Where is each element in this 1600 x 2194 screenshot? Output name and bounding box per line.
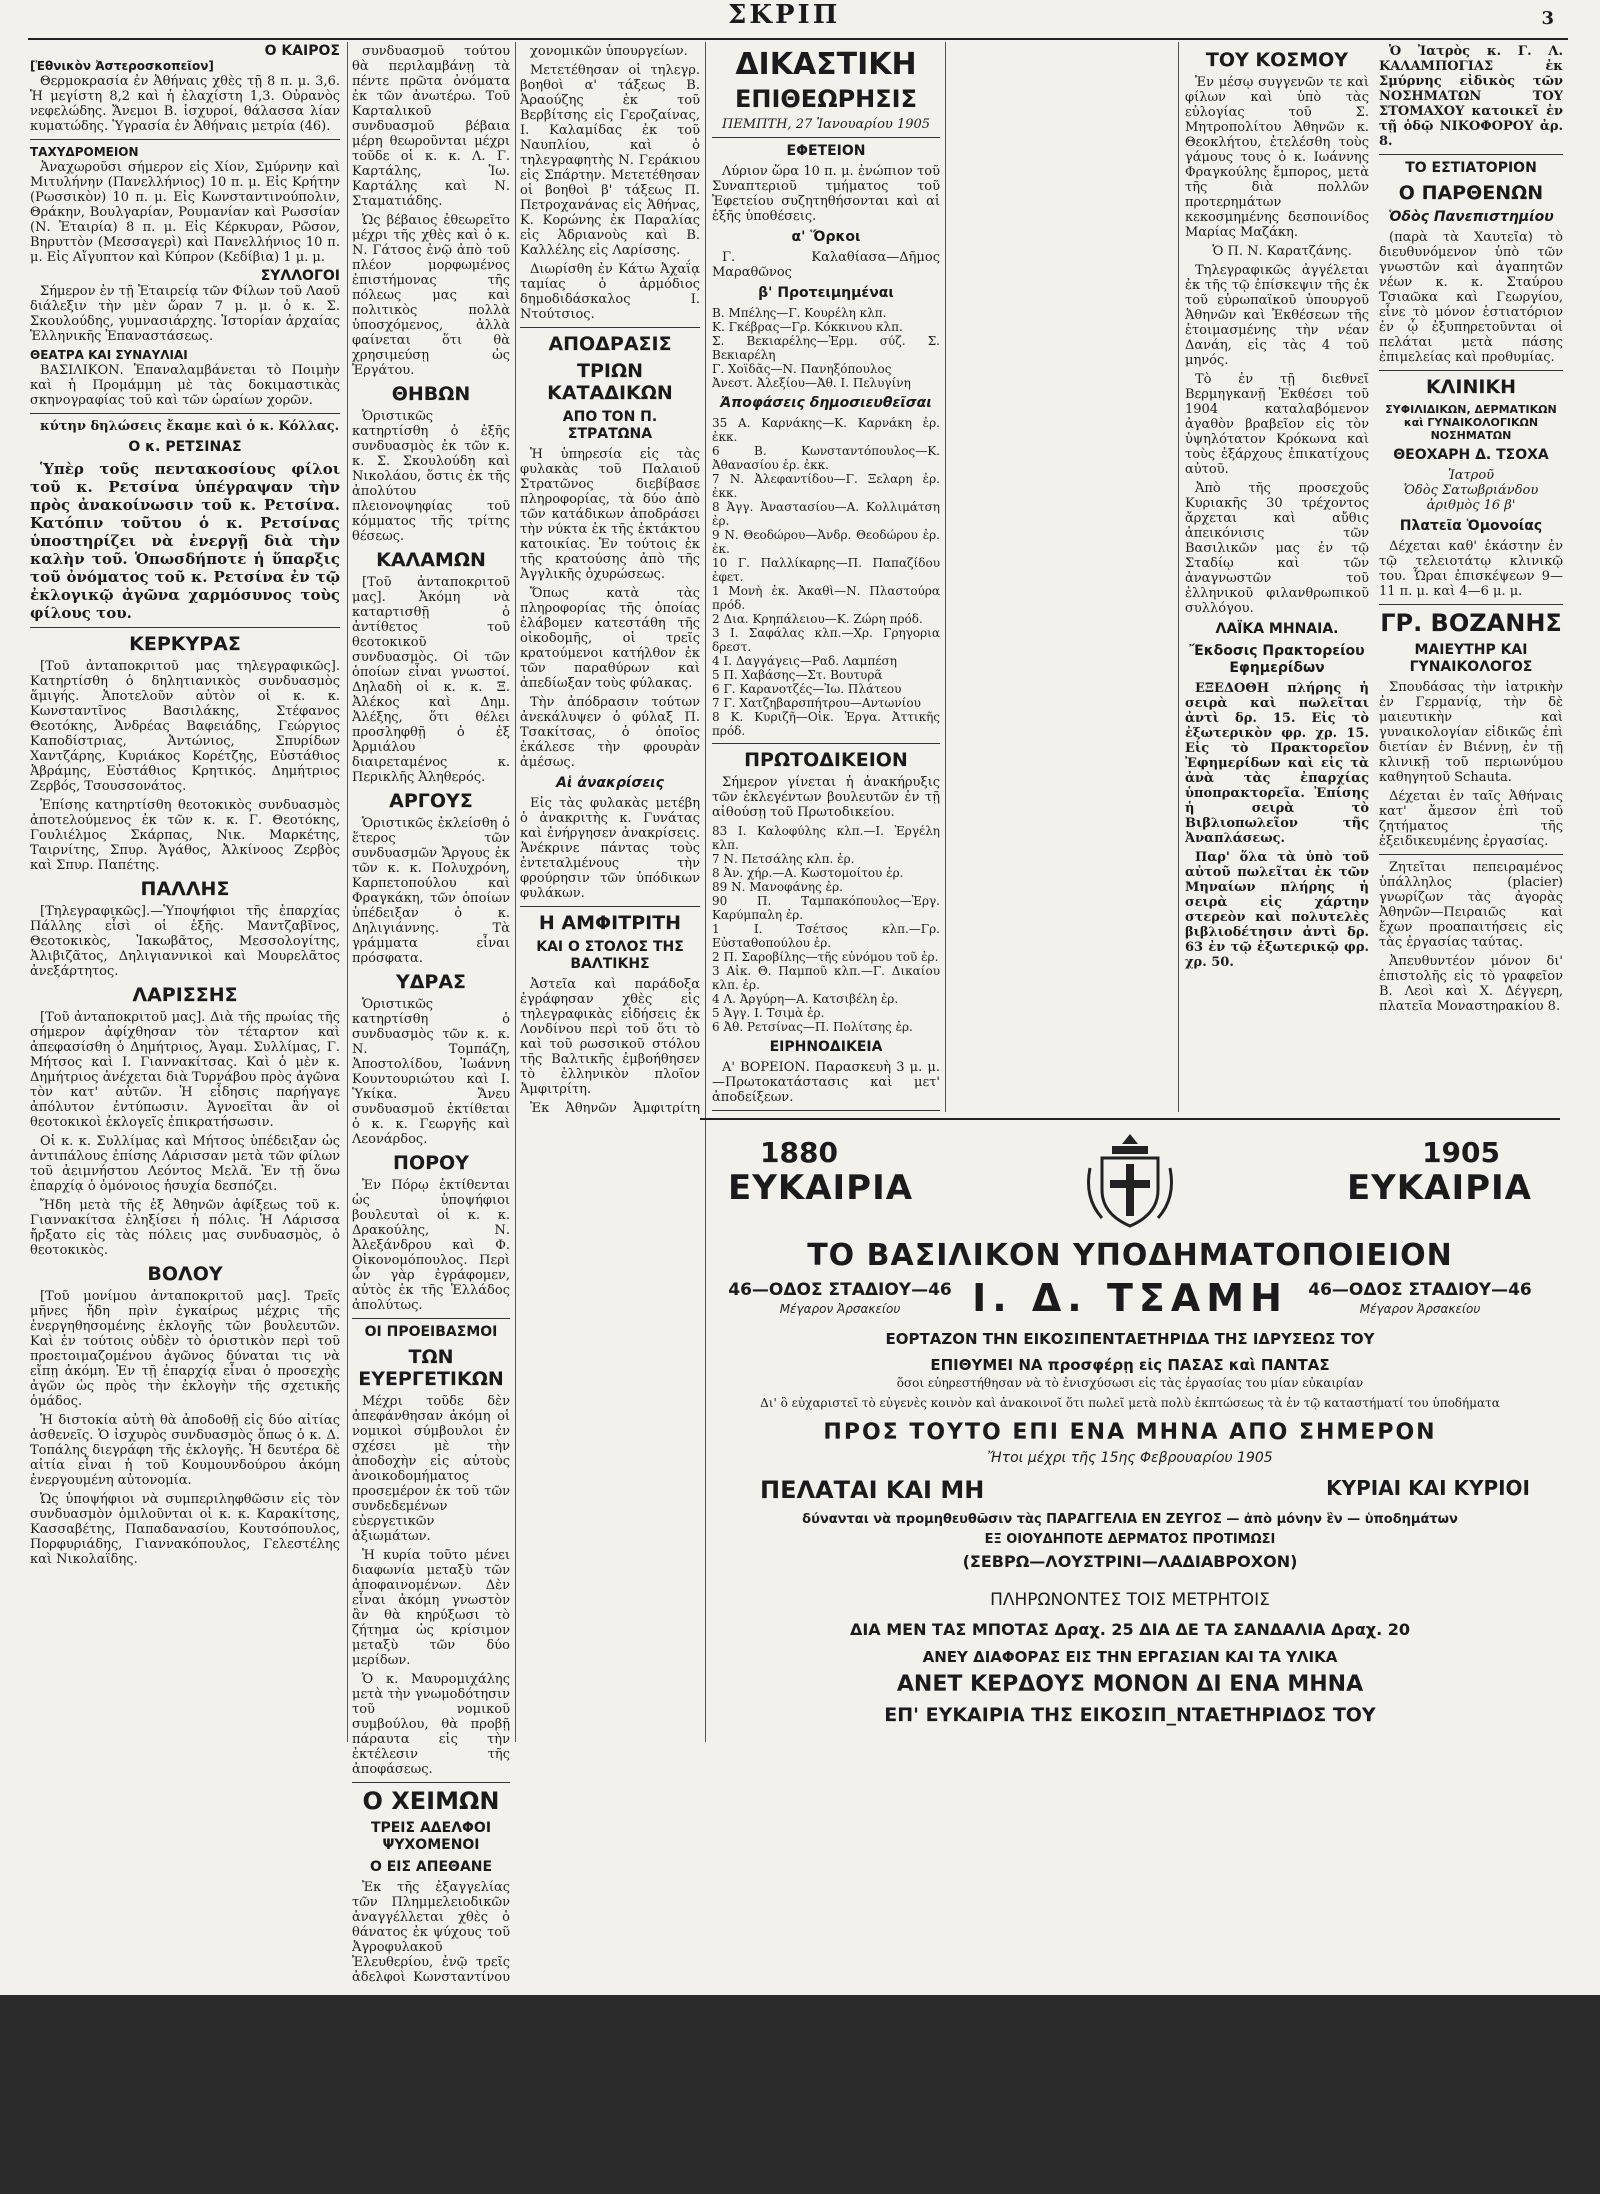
article-text: Ὁριστικῶς ἐκλείσθη ὁ ἕτερος τῶν συνδυασμῶν Ἄργους ἐκ τῶν κ. κ. Πολυχρόνη, Καρπετοπούλου καὶ Φραγκάκη, τῶν ὁποίων ὑπέδειξαν ὁ κ. Δηλιγιάννης. Τὰ γράμματα εἶναι πρόσφατα. — [352, 816, 510, 966]
article-text: Οἱ κ. κ. Συλλίμας καὶ Μήτσος ὑπέδειξαν ὡς ἀντιπάλους ἐπίσης Λάρισσαν μετὰ τῶν φίλων τοῦ ἀειμνήστου Λεόντος Μελᾶ. Ἐν τῇ ὅνω ἐπαρχίᾳ ὁ ὁμόνοιος ἡσυχία δεσπόζει. — [30, 1134, 340, 1194]
column-divider — [515, 42, 516, 1742]
customers-line: ΠΕΛΑΤΑΙ ΚΑΙ ΜΗ — [760, 1476, 985, 1504]
list-item: 3 Αἰκ. Θ. Παμποῦ κλπ.—Γ. Δικαίου κλπ. ἐρ. — [712, 964, 940, 992]
article-text: Εἰς τὰς φυλακὰς μετέβη ὁ ἀνακριτὴς κ. Γυνάτας καὶ ἐνήργησεν ἀνακρίσεις. Ἀνέκρινε πάντας τοὺς ἐντεταλμένους τὴν φρούρησιν τῶν ὑπόδικων φυλάκων. — [520, 796, 700, 901]
list-item: 2 Δια. Κρηπάλειου—Κ. Ζώρη πρόδ. — [712, 612, 923, 626]
advert-title: ΤΟ ΒΑΣΙΛΙΚΟΝ ΥΠΟΔΗΜΑΤΟΠΟΙΕΙΟΝ — [807, 1238, 1453, 1273]
article-text: κύτην δηλώσεις ἔκαμε καὶ ὁ κ. Κόλλας. — [40, 419, 340, 434]
ad-address: Ὁδὸς Σατωβριάνδου ἀριθμὸς 16 β' — [1403, 483, 1539, 513]
section-heading: Αἱ ἀνακρίσεις — [556, 775, 664, 791]
price-line: ΔΙΑ ΜΕΝ ΤΑΣ ΜΠΟΤΑΣ Δραχ. 25 ΔΙΑ ΔΕ ΤΑ ΣΑΝΔΑΛΙΑ Δραχ. 20 — [849, 1620, 1411, 1639]
section-heading: ΘΕΑΤΡΑ ΚΑΙ ΣΥΝΑΥΛΙΑΙ — [30, 348, 188, 362]
section-heading: ΤΩΝ ΕΥΕΡΓΕΤΙΚΩΝ — [358, 1346, 504, 1390]
column-4 — [712, 44, 940, 1114]
ad-text: Ζητεῖται πεπειραμένος ὑπάλληλος (placier) γνωρίζων τὰς ἀγορὰς Ἀθηνῶν—Πειραιῶς καὶ ἔχων προαπαιτήσεις εἰς τὰς ἐργασίας ταύτας. — [1379, 860, 1563, 950]
offer-detail: ὅσοι εὐηρεστήθησαν νὰ τὸ ἐνισχύσωσι εἰς τὰς ἐργασίας του μίαν εὐκαιρίαν — [896, 1376, 1364, 1390]
ad-heading: ΓΡ. ΒΟΖΑΝΗΣ — [1380, 609, 1562, 637]
article-text: Λύριον ὥρα 10 π. μ. ἐνώπιον τοῦ Συναπτεριοῦ τμήματος τοῦ Ἐφετείου συζητηθήσονται καὶ αἱ ἑξῆς ὑποθέσεις. — [712, 164, 940, 224]
section-heading: Ο ΕΙΣ ΑΠΕΘΑΝΕ — [369, 1859, 493, 1875]
list-item: 6 Β. Κωνσταντόπουλος—Κ. Ἀθανασίου ἐρ. ἐκκ. — [712, 444, 940, 472]
article-text: Θερμοκρασία ἐν Ἀθήναις χθὲς τῇ 8 π. μ. 3,6. Ἡ μεγίστη 8,2 καὶ ἡ ἐλαχίστη 1,3. Οὐρανὸς νεφελώδης. Ἄνεμοι Β. ἰσχυροί, θάλασσα λίαν κυματώδης. Ὑγρασία ἐν Ἀθήναις μετρία (46). — [30, 74, 340, 134]
article-text: ΒΑΣΙΛΙΚΟΝ. Ἐπαναλαμβάνεται τὸ Ποιμὴν καὶ ἡ Προμάμμη μὲ τὰς δοκιμαστικὰς σκηνογραφίας τοῦ καὶ τῶν ὡραίων χορῶν. — [30, 363, 340, 408]
section-heading: ΚΑΙ Ο ΣΤΟΛΟΣ ΤΗΣ ΒΑΛΤΙΚΗΣ — [536, 939, 684, 972]
section-heading: ΑΠΟΔΡΑΣΙΣ — [548, 333, 672, 355]
ad-text: Δέχεται ἐν ταῖς Ἀθήναις κατ' ἄμεσον ἐπὶ τοῦ ζητήματος τῆς ἐξειδικευμένης ἐργασίας. — [1379, 789, 1563, 849]
list-item: Κ. Γκέβρας—Γρ. Κόκκινου κλπ. — [712, 320, 903, 334]
list-item: Γ. Χοϊδᾶς—Ν. Πανηξόπουλος — [712, 362, 892, 376]
ad-heading: ΘΕΟΧΑΡΗ Δ. ΤΣΟΧΑ — [1393, 447, 1549, 463]
article-text: Μετετέθησαν οἱ τηλεγρ. βοηθοὶ α' τάξεως Β. Ἀραούζης ἐκ τοῦ Βερβίτσης εἰς Γεροζαίνας, Ι. Καλαμίδας ἐκ τοῦ Ναυπλίου, καὶ ὁ τηλεγραφητὴς Ν. Γεράκιου εἰς Σπάρτην. Μετετέθησαν οἱ βοηθοὶ β' τάξεως Π. Πετροχανάνας εἰς Ἀθήνας, Κ. Κορώνης ἐκ Παραλίας εἰς Ἀδριανοὺς καὶ Β. Καλλέλης εἰς Λαρίσσης. — [520, 63, 700, 258]
article-text: Ἤδη μετὰ τῆς ἐξ Ἀθηνῶν ἀφίξεως τοῦ κ. Γιαννακίτσα ἐληξίσει ἡ πόλις. Ἡ Λάρισσα ἤρξατο εἰς τὰς πόλεις μας συνδυασμὸς, ὁ θεοτοκικὸς. — [30, 1198, 340, 1258]
section-heading: ΤΟΥ ΚΟΣΜΟΥ — [1205, 49, 1349, 71]
offer-until: Ἤτοι μέχρι τῆς 15ης Φεβρουαρίου 1905 — [987, 1450, 1273, 1466]
column-5 — [1185, 44, 1563, 1114]
article-text: Σήμερον γίνεται ἡ ἀνακήρυξις τῶν ἐκλεγέντων βουλευτῶν ἐν τῇ αἰθούσῃ τοῦ Πρωτοδικείου. — [712, 775, 940, 820]
ad-heading: ΚΛΙΝΙΚΗ — [1425, 376, 1517, 398]
masthead — [28, 0, 1568, 40]
section-heading: ΟΙ ΠΡΟΕΙΒΑΣΜΟΙ — [364, 1324, 498, 1340]
no-difference-line: ΑΝΕΥ ΔΙΑΦΟΡΑΣ ΕΙΣ ΤΗΝ ΕΡΓΑΣΙΑΝ ΚΑΙ ΤΑ ΥΛΙΚΑ — [922, 1648, 1338, 1666]
article-text: Ἀπὸ τῆς προσεχοῦς Κυριακῆς 30 τρέχοντος ἄρχεται καὶ αὔθις ἀπεικόνισις τῶν Βασιλικῶν μας ἐν τῷ Σταδίῳ καὶ τῶν ἀναγνωστῶν τοῦ ἐλληνικοῦ φιλανθρωπικοῦ συλλόγου. — [1185, 481, 1369, 616]
article-text: Ἐν μέσῳ συγγενῶν τε καὶ φίλων καὶ ὑπὸ τὰς εὐλογίας τοῦ Σ. Μητροπολίτου Ἀθηνῶν κ. Θεοκλήτου, ἐτελέσθη τοὺς γάμους τους ὁ κ. Ιωάννης Φραγκούλης ἔμπορος, μετὰ τῆς διὰ πολλῶν προτερημάτων κεκοσμημένης δεσποινίδος Μαρίας Μαζάκη. — [1185, 75, 1369, 240]
column-divider — [945, 42, 946, 1112]
article-text: Τηλεγραφικῶς ἀγγέλεται ἐκ τῆς τῷ ἐπίσκεψιν τῆς ἐκ τοῦ εὐρωπαϊκοῦ ὑπουργοῦ Ἀθηνῶν καὶ Ἐκθέσεων τῆς ἑτοιμασμένης τὴν νέαν Δανάη, εἰς τὰς 4 τοῦ μηνός. — [1185, 263, 1369, 368]
leather-line: ΕΞ ΟΙΟΥΔΗΠΟΤΕ ΔΕΡΜΑΤΟΣ ΠΡΟΤΙΜΩΣΙ — [984, 1532, 1276, 1547]
column-5-split — [1185, 44, 1563, 1018]
divider — [712, 743, 940, 744]
list-item: 9 Ν. Θεοδώρου—Ἀνδρ. Θεοδώρου ἐρ. ἐκ. — [712, 528, 940, 556]
section-source: [Ἐθνικὸν Ἀστεροσκοπεῖον] — [30, 59, 214, 73]
section-heading: ΕΦΕΤΕΙΟΝ — [786, 143, 866, 159]
list-item: 35 Α. Καρνάκης—Κ. Καρνάκη ἐρ. ἐκκ. — [712, 416, 940, 444]
article-text: Ὁριστικῶς κατηρτίσθη ὁ συνδυασμὸς τῶν κ. κ. Ν. Τομπάζη, Ἀποστολίδου, Ἰωάννη Κουντουριώτου καὶ Ι. Ὑκίκα. Ἄνευ συνδυασμοῦ ἐκτίθεται ὁ κ. κ. Γεωργῆς καὶ Λεονάρδος. — [352, 997, 510, 1147]
divider — [30, 139, 340, 140]
case-list — [712, 306, 940, 390]
year-left: 1880 — [760, 1136, 838, 1169]
article-text: [Τοῦ ἀνταποκριτοῦ μας]. Διὰ τῆς πρωίας τῆς σήμερον ἀφίχθησαν τὸν τέταρτον καὶ ἀπεφασίσθη ὁ Δημήτριος, Ἀγαμ. Συλλίμας, Γ. Μήτσος καὶ Ι. Γιαννακίτσας. Καὶ ὁ μὲν κ. Δημήτριος ἀνέχεται διὰ Τυρνάβου πρὸς ἀγῶνα τὸν κατ' αὐτῶν. Ἡ εἶδησις παρήγαγε ἀπόλυτον ἐντύπωσιν. Ἀγνοεῖται ἂν οἱ θεοτοκικοὶ ἐκλογεῖς ἐπικρατήσωσιν. — [30, 1010, 340, 1130]
section-heading: α' Ὅρκοι — [791, 229, 861, 245]
article-text: Τὸ ἐν τῇ διεθνεῖ Βερμηγκανῇ Ἐκθέσει τοῦ 1904 καταλαβόμενον ἀγαθὸν βραβεῖον εἰς τὸν ὑψηλότατον Κρόκωνα καὶ τοὺς ἐξάρχους ἐπικατίχους αὐτοῦ. — [1185, 372, 1369, 477]
section-heading: ΥΔΡΑΣ — [395, 971, 467, 993]
ad-address: Πλατεῖα Ὁμονοίας — [1399, 518, 1543, 534]
jubilee-line: ΕΟΡΤΑΖΟΝ ΤΗΝ ΕΙΚΟΣΙΠΕΝΤΑΕΤΗΡΙΔΑ ΤΗΣ ΙΔΡΥΣΕΩΣ ΤΟΥ — [885, 1330, 1375, 1348]
article-text: συνδυασμοῦ τούτου θὰ περιλαμβάνῃ τὰ πέντε πρῶτα ὀνόματα ἐκ τῶν ἀνωτέρω. Τοῦ Καρταλικοῦ συνδυασμοῦ βέβαια μέρη θεωροῦνται μέχρι τοῦδε οἱ κ. κ. Λ. Γ. Καρτάλης, Ἰω. Καρτάλης καὶ Ν. Σταματιάδης. — [352, 44, 510, 209]
article-text: Σήμερον ἐν τῇ Ἑταιρείᾳ τῶν Φίλων τοῦ Λαοῦ διάλεξιν τὴν μὲν ὥραν 7 μ. μ. ὁ κ. Σ. Σκουλούδης, γυμνασιάρχης. Ἱστορίαν ἀρχαίας Ἑλληνικῆς Ἐπαναστάσεως. — [30, 284, 340, 344]
divider — [1379, 370, 1563, 371]
list-item: 4 Λ. Ἀργύρη—Α. Κατσιβέλη ἐρ. — [712, 992, 899, 1006]
divider — [712, 137, 940, 138]
divider — [352, 1782, 510, 1783]
list-item: 1 Μονὴ ἐκ. Ἀκαθὶ—Ν. Πλαστούρα πρόδ. — [712, 584, 940, 612]
case-list — [712, 824, 940, 1034]
list-item: 3 Ι. Σαφάλας κλπ.—Χρ. Γρηγορια δρεστ. — [712, 626, 940, 654]
offer-period: ΠΡΟΣ ΤΟΥΤΟ ΕΠΙ ΕΝΑ ΜΗΝΑ ΑΠΟ ΣΗΜΕΡΟΝ — [823, 1420, 1437, 1445]
ad-text: Σπουδάσας τὴν ἰατρικὴν ἐν Γερμανίᾳ, τὴν δὲ μαιευτικὴν καὶ γυναικολογίαν εἰδικῶς ἐπὶ διετίαν ἐν Βιέννῃ, ἐν τῇ κλινικῇ τοῦ περιωνύμου καθηγητοῦ Schauta. — [1379, 680, 1563, 785]
column-5-right — [1379, 44, 1563, 1018]
list-item: 7 Ν. Πετσάλης κλπ. ἐρ. — [712, 852, 855, 866]
article-text: Ὅπως κατὰ τὰς πληροφορίας τῆς ὁποίας ἐλάβομεν κατεστάθη τῆς οἰκοδομῆς, οἱ τρεῖς κρατούμενοι κατήλθον ἐκ τῶν παραθύρων καὶ ἀπεδίωξαν τοὺς φύλακας. — [520, 586, 700, 691]
article-text: Ὁριστικῶς κατηρτίσθη ὁ ἐξῆς συνδυασμὸς ἐκ τῶν κ. κ. Σ. Σκουλούδη καὶ Νικολάου, ὅστις ἐκ τῆς ἀπολύτου πλειονοψηφίας τοῦ κόμματος τῆς τρίτης θέσεως. — [352, 409, 510, 544]
divider — [1379, 604, 1563, 605]
section-heading: ΠΑΛΛΗΣ — [140, 878, 230, 900]
article-text: Ὁ κ. Μαυρομιχάλης μετὰ τὴν γνωμοδότησιν τοῦ νομικοῦ συμβούλου, θὰ προβῇ πάραυτα εἰς τὴν ἐκτέλεσιν τῆς ἀποφάσεως. — [352, 1672, 510, 1777]
section-heading: ΣΥΛΛΟΓΟΙ — [260, 268, 340, 284]
article-text: Ἐν Πόρῳ ἐκτίθενται ὡς ὑποψήφιοι βουλευταὶ οἱ κ. κ. Δρακούλης, Ν. Ἀλεξάνδρου καὶ Φ. Οἰκονομόπουλος. Περὶ ὧν γὰρ ἐγράφομεν, αὐτὸς ἐκ τῆς Ἑλλάδος ἀπολύτως. — [352, 1178, 510, 1313]
section-heading: Ἀποφάσεις δημοσιευθεῖσαι — [720, 395, 932, 411]
ad-heading: Ο ΠΑΡΘΕΝΩΝ — [1398, 182, 1544, 204]
article-text: Ἀστεῖα καὶ παράδοξα ἐγράφησαν χθὲς εἰς τηλεγραφικὰς εἰδήσεις ἐκ Λονδίνου περὶ τοῦ ὅτι τὸ καὶ τοῦ ρωσσικοῦ στόλου τῆς Βαλτικῆς ἐμβοήθησεν τὸ ἑλληνικὸν πλοῖον Ἀμφιτρίτη. — [520, 977, 700, 1097]
list-item: 83 Ι. Καλοφύλης κλπ.—Ι. Ἐργέλη κλπ. — [712, 824, 940, 852]
ad-text: ΕΞΕΔΟΘΗ πλήρης ἡ σειρὰ καὶ πωλεῖται ἀντὶ δρ. 15. Εἰς τὸ ἐξωτερικὸν φρ. χρ. 15. Εἰς τὸ Πρακτορεῖον Ἐφημερίδων καὶ εἰς τὰ ἀνὰ τὰς ἐπαρχίας ὑποπρακτορεῖα. Ἐπίσης ἡ σειρὰ τὸ Βιβλιοπωλεῖον τῆς Ἀναπλάσεως. — [1185, 681, 1369, 846]
section-heading: ΑΡΓΟΥΣ — [389, 790, 473, 812]
article-text: Ἡ διστοκία αὐτὴ θὰ ἀποδοθῇ εἰς δύο αἰτίας ἀσθενεῖς. Ὁ ἰσχυρὸς συνδυασμὸς ὅπως ὁ κ. Δ. Τοπάλης διεγράφη τῆς ἐκλογῆς. Ἡ δευτέρα δὲ αἰτία εἶναι ἡ τοῦ Κουμουνδούρου ἀκόμη ἐνεργουμένη αὐτονομία. — [30, 1413, 340, 1488]
article-text: Ὡς ὑποψήφιοι νὰ συμπεριληφθῶσιν εἰς τὸν συνδυασμὸν ὁμιλοῦνται οἱ κ. κ. Καρακίτσης, Κασσαβέτης, Παπαδανασίου, Κουτσόπουλος, Πορφυριάδης, Γιαννακόπουλος, Γελεστέλης καὶ Νικολαΐδης. — [30, 1492, 340, 1567]
divider — [1379, 154, 1563, 155]
article-text: [Τοῦ ἀνταποκριτοῦ μας]. Ἀκόμη νὰ καταρτισθῇ ὁ ἀντίθετος τοῦ θεοτοκικοῦ συνδυασμὸς. Οἱ τῶν ὁποίων εἶναι γνωστοί. Δηλαδὴ οἱ κ. κ. Ξ. Ἀλέκος καὶ Δημ. Ἀλέξης, ὅτι θέλει προσληφθῇ ὁ ἐξ Ἀρμιάλου διαιρεταμένος κ. Περικλῆς Ἀληθερός. — [352, 575, 510, 785]
list-item: 7 Ν. Ἀλεφαντίδου—Γ. Ξελαρη ἐρ. ἐκκ. — [712, 472, 940, 500]
list-item: 8 Κ. Κυριζῆ—Οἰκ. Ἐργα. Ἀττικῆς πρόδ. — [712, 710, 940, 738]
list-item: 5 Π. Χαβάσης—Στ. Βουτυρᾶ — [712, 668, 883, 682]
list-item: 10 Γ. Παλλίκαρης—Π. Παπαζίδου ἐφετ. — [712, 556, 940, 584]
article-text: χονομικῶν ὑπουργείων. — [530, 44, 688, 59]
divider — [30, 413, 340, 414]
ad-text: (παρὰ τὰ Χαυτεῖα) τὸ διευθυνόμενον ὑπὸ τῶν γνωστῶν καὶ ἀγαπητῶν νέων κ. κ. Σταύρου Τσιαῶκα καὶ Γεωργίου, εἶνε τὸ μόνον ἑστιατόριον ἐν ᾧ ἐξυπηρετοῦνται οἱ πελάται μετὰ πάσης ἐπιμελείας καὶ προθυμίας. — [1379, 230, 1563, 365]
ad-text: Ὁ Ἰατρὸς κ. Γ. Λ. ΚΑΛΑΜΠΟΓΙΑΣ ἐκ Σμύρνης εἰδικὸς τῶν ΝΟΣΗΜΑΤΩΝ ΤΟΥ ΣΤΟΜΑΧΟΥ κατοικεῖ ἐν τῇ ὁδῷ ΝΙΚΟΦΟΡΟΥ ἀρ. 8. — [1379, 44, 1563, 149]
article-text: Ἡ κυρία τοῦτο μένει διαφωνία μεταξὺ τῶν ἀποφαινομένων. Δὲν εἶναι ἀκόμη γνωστὸν ἂν θὰ κηρύξωσι τὸ ζήτημα ὡς κρίσιμον μεταξὺ τῶν δύο μερίδων. — [352, 1548, 510, 1668]
list-item: 1 Ι. Τσέτσος κλπ.—Γρ. Εὐσταθοπούλου ἐρ. — [712, 922, 940, 950]
section-heading: ΛΑΡΙΣΣΗΣ — [132, 984, 238, 1006]
section-heading: ΔΙΚΑΣΤΙΚΗ — [735, 47, 917, 82]
section-heading: ΠΟΡΟΥ — [393, 1152, 469, 1174]
eukairia-right: ΕΥΚΑΙΡΙΑ — [1346, 1168, 1532, 1208]
list-item: 89 Ν. Μανοφάνης ἐρ. — [712, 880, 843, 894]
page-number: 3 — [1541, 8, 1554, 29]
article-text: Διωρίσθη ἐν Κάτω Ἀχαΐᾳ ταμίας ὁ ἁρμόδιος δημοδιδάσκαλος Ι. Ντούτσιος. — [520, 262, 700, 322]
building-right: Μέγαρον Ἀρσακείου — [1359, 1302, 1481, 1316]
article-text: Ἡ ὑπηρεσία εἰς τὰς φυλακὰς τοῦ Παλαιοῦ Στρατῶνος διεβίβασε πληροφορίας, τὰ δύο ἀπὸ τῶν κατάδικων ἀποδράσει τὴν νύκτα ἐκ τῆς ἐκτάκτου κατοικίας. Ἐν τούτοις ἐκ τῆς κρατούσης ἀπὸ τῆς Ἀγγλικῆς ὀχυρώσεως. — [520, 447, 700, 582]
issue-date: ΠΕΜΠΤΗ, 27 Ἰανουαρίου 1905 — [721, 117, 931, 132]
section-heading: β' Προτειμημέναι — [758, 285, 894, 301]
section-heading: Ο κ. ΡΕΤΣΙΝΑΣ — [128, 439, 242, 455]
list-item: 2 Π. Σαροβίλης—τῆς εὐνόμου τοῦ ἐρ. — [712, 950, 939, 964]
ad-heading: Ἔκδοσις Πρακτορείου Εφημερίδων — [1189, 643, 1365, 676]
section-heading: Ο ΚΑΙΡΟΣ — [264, 44, 340, 59]
article-text: Ὁ Π. Ν. Καρατζάνης. — [1212, 244, 1352, 259]
column-divider — [1178, 42, 1179, 1112]
list-item: 8 Ἀγγ. Ἀναστασίου—Α. Κολλιμάτση ἐρ. — [712, 500, 940, 528]
section-heading: ΑΠΟ ΤΟΝ Π. ΣΤΡΑΤΩΝΑ — [562, 409, 658, 442]
section-heading: ΠΡΩΤΟΔΙΚΕΙΟΝ — [744, 749, 908, 771]
article-text: Ἀναχωροῦσι σήμερον εἰς Χίον, Σμύρνην καὶ Μιτυλήνην (Πανελλήνιος) 10 π. μ. Εἰς Κρήτην (Ρωσσικὸν) 10 π. μ. Εἰς Κωνσταντινούπολιν, Θράκην, Βουλγαρίαν, Ρουμανίαν καὶ Ρωσσίαν (Ν. Ἑταιρία) 8 π. μ. Εἰς Κέρκυραν, Ρῶσον, Βηρυττὸν (Μεσσαγερὶ) καὶ Πανελλήνιος 10 π. μ. Εἰς Αἴγυπτον καὶ Κύπρον (Κεδίβια) 1 μ. μ. — [30, 160, 340, 265]
address-left: 46—ΟΔΟΣ ΣΤΑΔΙΟΥ—46 — [728, 1280, 952, 1300]
article-text: [Τοῦ μονίμου ἀνταποκριτοῦ μας]. Τρεῖς μῆνες ἤδη πρὶν ἐγκαίρως μέχρις τῆς ἐνεργηθησομένης ἐκλογῆς τῶν βουλευτῶν. Καὶ ἐν τούτοις οὐδὲν τὸ ὁριστικὸν περὶ τοῦ προετοιμαζομένου ἀγῶνος δύναται τις νὰ εἴπῃ ἀκόμη. Ἐν τῇ ἐπαρχίᾳ εἶναι ὁ προσεχὴς ἀγῶν ὡς πρὸς τὴν ἐκλογὴν τῆς σχετικῆς ὁμάδος. — [30, 1289, 340, 1409]
list-item: 6 Ἀθ. Ρετσίνας—Π. Πολίτσης ἐρ. — [712, 1020, 913, 1034]
list-item: 7 Γ. Χατζηβαρσπήτρου—Αντωνίου — [712, 696, 921, 710]
article-text: Ὑπὲρ τοῦς πεντακοσίους φίλοι τοῦ κ. Ρετσίνα ὑπέγραψαν τὴν πρὸς ἀνακοίνωσιν τοῦ κ. Ρετσίνα. Κατόπιν τοῦτου ὁ κ. Ρετσίνας ὑποστηρίζει νὰ ἐνεργῇ διὰ τὴν καλὴν τοῦ. Ὁπωσδήποτε ἡ ὕπαρξις τοῦ ὀνόματος τοῦ κ. Ρετσίνα ἐν τῷ ἐκλογικῷ ἀγῶνα χαρμόσυνος τοὺς φίλους του. — [30, 460, 340, 622]
list-item: Β. Μπέλης—Γ. Κουρέλη κλπ. — [712, 306, 887, 320]
newspaper-title: ΣΚΡΙΠ — [728, 0, 841, 30]
offer-line: ΕΠΙΘΥΜΕΙ ΝΑ προσφέρῃ εἰς ΠΑΣΑΣ καὶ ΠΑΝΤΑΣ — [930, 1356, 1330, 1374]
divider — [520, 327, 700, 328]
shoe-store-advert — [700, 1118, 1560, 1808]
article-text: Γ. Καλαθίασα—Δῆμος Μαραθῶνος — [712, 250, 940, 280]
ad-subheading: ΣΥΦΙΛΙΔΙΚΩΝ, ΔΕΡΜΑΤΙΚΩΝ καὶ ΓΥΝΑΙΚΟΛΟΓΙΚΩΝ ΝΟΣΗΜΑΤΩΝ — [1385, 403, 1557, 442]
article-text: Ἐκ τῆς ἐξαγγελίας τῶν Πλημμελειοδικῶν ἀναγγέλλεται χθὲς ὁ θάνατος ἐκ ψύχους τοῦ Ἀγροφυλακοῦ Ἐλευθερίου, ἐνῷ τρεῖς ἀδελφοὶ Κωνσταντίνου — [352, 1880, 510, 1984]
divider — [520, 906, 700, 907]
list-item: 90 Π. Ταμπακόπουλος—Ἐργ. Καρύμπαλη ἐρ. — [712, 894, 940, 922]
list-item: 6 Γ. Καρανοτζές—Ἰω. Πλάτεου — [712, 682, 902, 696]
section-heading: ΕΠΙΘΕΩΡΗΣΙΣ — [734, 85, 917, 113]
offer-detail: Δι' ὃ εὐχαριστεῖ τὸ εὐγενὲς κοινὸν καὶ ἀνακοινοῖ ὅτι πωλεῖ μετὰ πολὺ ἐκπτώσεως τὰ ἐν τῷ καταστήματί του ὑποδήματα — [760, 1396, 1500, 1410]
ad-heading: ΛΑΪΚΑ ΜΗΝΑΙΑ. — [1215, 621, 1339, 637]
section-heading: ΚΑΛΑΜΩΝ — [376, 549, 486, 571]
section-heading: Η ΑΜΦΙΤΡΙΤΗ — [538, 912, 682, 934]
section-heading: ΕΙΡΗΝΟΔΙΚΕΙΑ — [769, 1039, 883, 1055]
section-heading: ΘΗΒΩΝ — [391, 383, 471, 405]
royal-crest-icon — [1082, 1128, 1178, 1232]
case-list — [712, 416, 940, 738]
article-text: [Τοῦ ἀνταποκριτοῦ μας τηλεγραφικῶς]. Κατηρτίσθη ὁ δηλητιανικὸς συνδυασμὸς ἅμιγής. Ἀποτελοῦν αὐτὸν οἱ κ. κ. Κωνσταντῖνος Βασιλάκης, Στέφανος Θεοτόκης, Ἀνδρέας Βαφειάδης, Γεώργιος Καποδίστριας, Ἀντώνιος, Σπυρίδων Χαντζάρης, Κυριάκος Κορέτζης, Εὐστάθιος Ἀβράμης, Εὐστάθιος Κρητικός. Δημήτριος Ζερβός, Τσουσσονάτος. — [30, 659, 340, 794]
ad-heading: ΤΟ ΕΣΤΙΑΤΟΡΙΟΝ — [1405, 160, 1537, 176]
article-text: [Τηλεγραφικῶς].—Ὑποψήφιοι τῆς ἐπαρχίας Πάλλης εἶσὶ οἱ ἑξῆς. Μαντζαβῖνος, Θεοτοκικὸς, Ἰακωβᾶτος, Μεσσολογίτης, Ἀλιβιζᾶτος, Δηλιγιαννικοὶ καὶ Μουρελᾶτος ἀνεξάρτητος. — [30, 904, 340, 979]
section-heading: Ο ΧΕΙΜΩΝ — [362, 1787, 500, 1815]
ad-address: Ὁδὸς Πανεπιστημίου — [1388, 209, 1554, 225]
section-heading: ΤΡΙΩΝ ΚΑΤΑΔΙΚΩΝ — [547, 360, 673, 404]
section-heading: ΤΑΧΥΔΡΟΜΕΙΟΝ — [30, 145, 139, 159]
anniversary-line: ΕΠ' ΕΥΚΑΙΡΙΑ ΤΗΣ ΕΙΚΟΣΙΠ_ΝΤΑΕΤΗΡΙΔΟΣ ΤΟΥ — [884, 1704, 1376, 1726]
article-text: Τὴν ἀπόδρασιν τούτων ἀνεκάλυψεν ὁ φύλαξ Π. Τσακίτσας, ὁ ὁποῖος ἐκάλεσε τὴν φρουρὰν ἀμέσως. — [520, 695, 700, 770]
eukairia-left: ΕΥΚΑΙΡΙΑ — [728, 1168, 914, 1208]
scan-shadow-bottom — [0, 1995, 1600, 2194]
cash-line: ΠΛΗΡΩΝΟΝΤΕΣ ΤΟΙΣ ΜΕΤΡΗΤΟΙΣ — [990, 1590, 1270, 1610]
ad-role: Ἰατροῦ — [1447, 468, 1495, 483]
article-text: Ἐκ Ἀθηνῶν Ἀμφιτρίτη — [530, 1101, 700, 1114]
article-text: Α' ΒΟΡΕΙΟΝ. Παρασκευὴ 3 μ. μ.—Πρωτοκατάστασις καὶ μετ' ἀποδείξεων. — [712, 1060, 940, 1105]
section-heading: ΤΡΕΙΣ ΑΔΕΛΦΟΙ ΨΥΧΟΜΕΝΟΙ — [370, 1820, 492, 1853]
ad-subheading: ΜΑΙΕΥΤΗΡ ΚΑΙ ΓΥΝΑΙΚΟΛΟΓΟΣ — [1409, 642, 1533, 675]
list-item: 4 Ι. Δαγγάγεις—Ραδ. Λαμπέση — [712, 654, 897, 668]
divider — [352, 1318, 510, 1319]
shop-owner-name: Ι. Δ. ΤΣΑΜΗ — [972, 1276, 1288, 1320]
article-text: Μέχρι τοῦδε δὲν ἀπεφάνθησαν ἀκόμη οἱ νομικοὶ σύμβουλοι ἐν σχέσει μὲ τὴν ἀποδοχὴν εἰς αὐτοὺς ἀνοικοδομήματος προσεμέρον ἐκ τοῦ τῶν συνδεδεμένων εὐεργετικῶν ἀξιωμάτων. — [352, 1394, 510, 1544]
divider — [30, 627, 340, 628]
leather-types: (ΣΕΒΡΩ—ΛΟΥΣΤΡΙΝΙ—ΛΑΔΙΑΒΡΟΧΟΝ) — [962, 1552, 1298, 1571]
address-right: 46—ΟΔΟΣ ΣΤΑΔΙΟΥ—46 — [1308, 1280, 1532, 1300]
ad-text: Ἀπευθυντέον μόνον δι' ἐπιστολῆς εἰς τὸ γραφεῖον Β. Λεοὶ καὶ Χ. Δέγγερη, πλατεῖα Μοναστηρακίου 8. — [1379, 954, 1563, 1014]
divider — [712, 1110, 940, 1111]
column-5-left — [1185, 44, 1369, 1018]
column-3 — [520, 44, 700, 1114]
column-2 — [352, 44, 510, 1984]
section-heading: ΚΕΡΚΥΡΑΣ — [129, 633, 241, 655]
year-right: 1905 — [1422, 1136, 1500, 1169]
article-text: Ἐπίσης κατηρτίσθη θεοτοκικὸς συνδυασμὸς ἀποτελούμενος ἐκ τῶν κ. κ. Γ. Θεοτόκης, Γουλιέλμος Σκάρπας, Νικ. Μαρκέτης, Ταιρνίτης, Σπυρ. Ἀγάθος, Ἀλκίνοος Ζερβὸς καὶ Σπυρ. Παπέτης. — [30, 798, 340, 873]
column-divider — [347, 42, 348, 1742]
list-item: Σ. Βεκιαρέλης—Ἐρμ. σύζ. Σ. Βεκιαρέλη — [712, 334, 940, 362]
list-item: 8 Ἀν. χήρ.—Α. Κωστομοίτου ἐρ. — [712, 866, 904, 880]
ad-text: Παρ' ὅλα τὰ ὑπὸ τοῦ αὐτοῦ πωλεῖται ἐκ τῶν Μηναίων πλήρης ἡ σειρὰ εἰς χάρτην στερεὸν καὶ πολυτελὲς βιβλιοδέτησιν ἀντὶ δρ. 63 ἐν τῷ ἐξωτερικῷ φρ. χρ. 50. — [1185, 850, 1369, 970]
order-line: δύνανται νὰ προμηθευθῶσιν τὰς ΠΑΡΑΓΓΕΛΙΑ ΕΝ ΖΕΥΓΟΣ — ἀπὸ μόνην ἓν — ὑποδημάτων — [802, 1512, 1458, 1527]
divider — [1379, 854, 1563, 855]
list-item: 5 Ἀγγ. Ι. Τσιμὰ ἐρ. — [712, 1006, 825, 1020]
no-profit-line: ΑΝΕΤ ΚΕΡΔΟΥΣ ΜΟΝΟΝ ΔΙ ΕΝΑ ΜΗΝΑ — [896, 1672, 1364, 1697]
ad-text: Δέχεται καθ' ἑκάστην ἐν τῷ τελειοτάτῳ κλινικῷ του. Ὧραι ἐπισκέψεων 9—11 π. μ. καὶ 4—6 μ. μ. — [1379, 539, 1563, 599]
building-left: Μέγαρον Ἀρσακείου — [779, 1302, 901, 1316]
ladies-gentlemen-line: ΚΥΡΙΑΙ ΚΑΙ ΚΥΡΙΟΙ — [1326, 1476, 1530, 1500]
column-1 — [30, 44, 340, 1984]
article-text: Ὡς βέβαιος ἐθεωρεῖτο μέχρι τῆς χθὲς καὶ ὁ κ. Ν. Γάτσος ἐνῷ ἀπὸ τοῦ πλέον μορφωμένος ἐπιστήμονας τῆς πόλεως μας καὶ πολιτικὸς πολλὰ ὑποσχόμενος, ἀλλὰ φαίνεται ὅτι θὰ χρησιμεύσῃ ὡς Ἐργάτου. — [352, 213, 510, 378]
section-heading: ΒΟΛΟΥ — [147, 1263, 223, 1285]
list-item: Ἀνεστ. Ἀλεξίου—Ἀθ. Ι. Πελυγίνη — [712, 376, 911, 390]
